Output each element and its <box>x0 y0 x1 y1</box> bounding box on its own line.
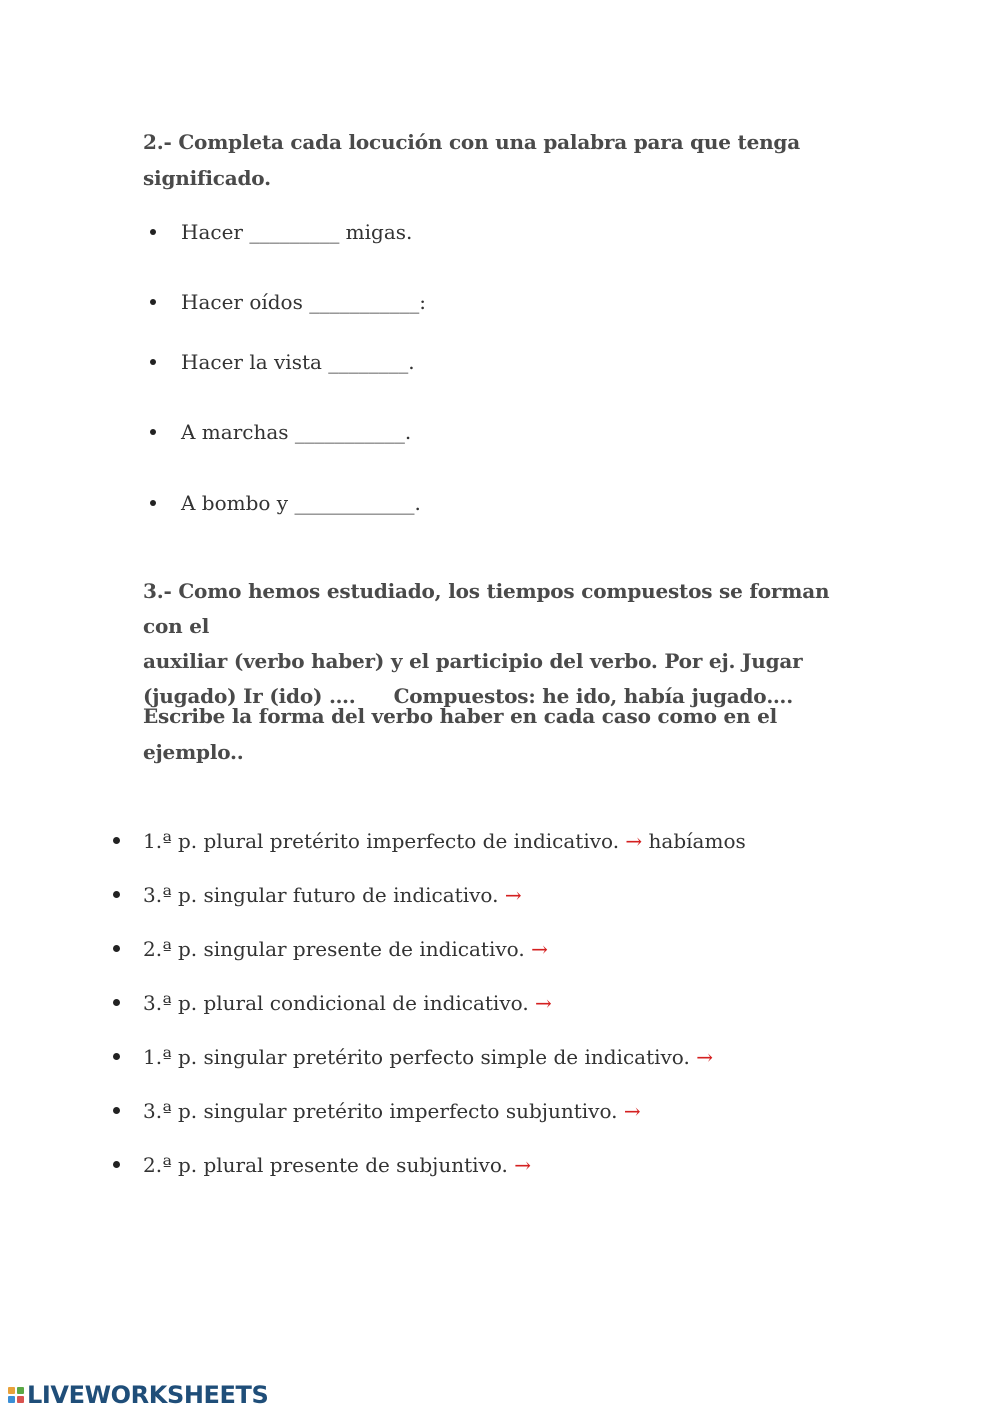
bullet-icon <box>113 1053 120 1060</box>
section3-example-text: (jugado) Ir (ido) …. <box>143 684 356 708</box>
bullet-icon <box>113 1161 120 1168</box>
verb-form-prompt: 2.ª p. singular presente de indicativo. <box>143 937 525 961</box>
bullet-icon <box>113 837 120 844</box>
bullet-icon <box>150 500 156 506</box>
logo-square <box>8 1387 15 1394</box>
section3-instruction <box>143 698 863 770</box>
bullet-icon <box>150 229 156 235</box>
arrow-right-icon: → <box>504 883 522 907</box>
section3-heading <box>143 574 863 714</box>
arrow-right-icon: → <box>625 829 643 853</box>
bullet-icon <box>113 1107 120 1114</box>
logo-grid-icon <box>8 1387 24 1403</box>
arrow-right-icon: → <box>696 1045 713 1069</box>
locution-text: Hacer _________ migas. <box>181 220 413 244</box>
bullet-icon <box>150 429 156 435</box>
section3-compound-examples: Compuestos: he ido, había jugado…. <box>393 684 793 708</box>
bullet-icon <box>113 891 120 898</box>
section3-heading-line1: 3.- Como hemos estudiado, los tiempos compuestos se forman con el <box>143 579 830 638</box>
verb-form-prompt: 3.ª p. plural condicional de indicativo. <box>143 991 529 1015</box>
logo-square <box>8 1396 15 1403</box>
bullet-icon <box>150 359 156 365</box>
verb-form-prompt: 2.ª p. plural presente de subjuntivo. <box>143 1153 508 1177</box>
bullet-icon <box>150 299 156 305</box>
arrow-right-icon: → <box>514 1153 531 1177</box>
liveworksheets-logo[interactable] <box>8 1379 268 1411</box>
instruction-text: Escribe la forma del verbo haber en cada caso como en el ejemplo.. <box>143 704 778 764</box>
arrow-right-icon: → <box>623 1099 641 1123</box>
arrow-right-icon: → <box>531 937 548 961</box>
locution-text: Hacer oídos ___________: <box>181 290 426 314</box>
section2-heading-line2: significado. <box>143 166 271 190</box>
logo-square <box>17 1387 24 1394</box>
bullet-icon <box>113 945 120 952</box>
section2-heading-line1: 2.- Completa cada locución con una palabra para que tenga <box>143 130 800 154</box>
verb-form-prompt: 1.ª p. plural pretérito imperfecto de indicativo. <box>143 829 620 853</box>
verb-form-prompt: 3.ª p. singular pretérito imperfecto subjuntivo. <box>143 1099 618 1123</box>
locution-text: A marchas ___________. <box>181 420 412 444</box>
answer-field[interactable]: habíamos <box>648 829 746 853</box>
bullet-icon <box>113 999 120 1006</box>
verb-form-prompt: 3.ª p. singular futuro de indicativo. <box>143 883 499 907</box>
locution-text: Hacer la vista ________. <box>181 350 415 374</box>
arrow-right-icon: → <box>535 991 552 1015</box>
logo-text: LIVEWORKSHEETS <box>27 1381 269 1409</box>
logo-square <box>17 1396 24 1403</box>
section3-heading-line2: auxiliar (verbo haber) y el participio del verbo. Por ej. Jugar <box>143 649 803 673</box>
locution-text: A bombo y ____________. <box>181 491 421 515</box>
section2-heading <box>143 124 863 196</box>
verb-form-prompt: 1.ª p. singular pretérito perfecto simple de indicativo. <box>143 1045 690 1069</box>
